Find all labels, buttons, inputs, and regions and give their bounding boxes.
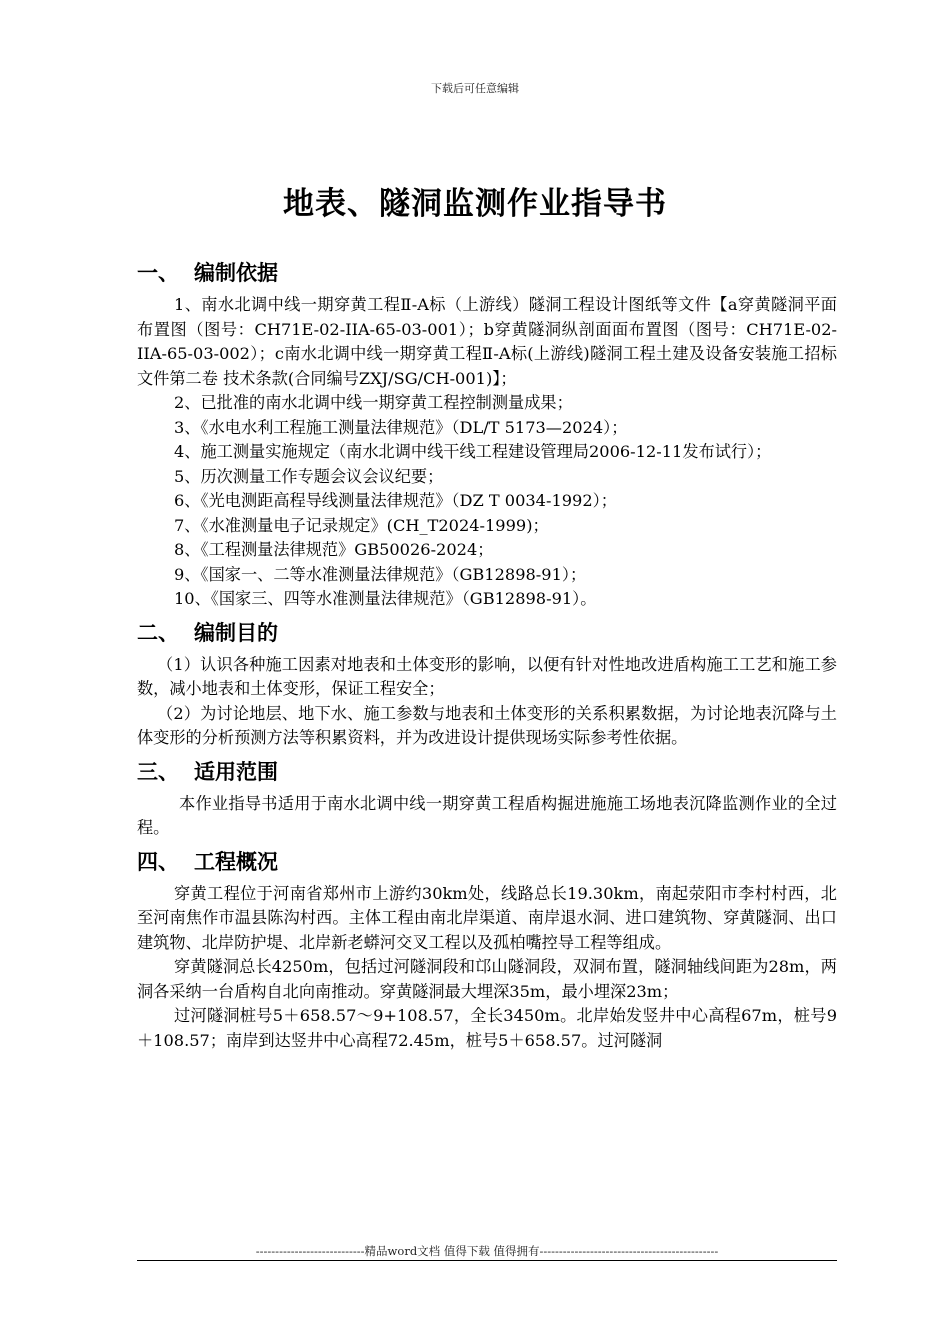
overview-paragraph-1: 穿黄工程位于河南省郑州市上游约30km处，线路总长19.30km，南起荥阳市李村村西，北至河南焦作市温县陈沟村西。主体工程由南北岸渠道、南岸退水洞、进口建筑物、穿黄隧洞、出口建筑物、北岸防护堤、北岸新老蟒河交叉工程以及孤柏嘴控导工程等组成。 [137, 883, 837, 952]
section-title: 编制目的 [194, 620, 278, 645]
document-body [137, 252, 837, 1053]
document-title: 地表、隧洞监测作业指导书 [283, 186, 667, 222]
basis-item-7: 7、《水准测量电子记录规定》(CH_T2024-1999)； [174, 515, 549, 535]
basis-item-6: 6、《光电测距高程导线测量法律规范》（DZ T 0034-1992）； [174, 491, 617, 510]
basis-item-8: 8、《工程测量法律规范》GB50026-2024； [174, 540, 494, 559]
basis-item-9: 9、《国家一、二等水准测量法律规范》（GB12898-91）； [174, 564, 587, 584]
footer-note: ----------------------------精品word文档 值得下载 值得拥有---------------------------------------------- [255, 1244, 719, 1258]
section-title: 适用范围 [194, 759, 278, 784]
section-heading-overview [137, 845, 837, 879]
overview-paragraph-3: 过河隧洞桩号5＋658.57～9+108.57，全长3450m。北岸始发竖井中心高程67m，桩号9＋108.57；南岸到达竖井中心高程72.45m，桩号5＋658.57。过河隧洞 [137, 1006, 837, 1050]
purpose-item-1: （1）认识各种施工因素对地表和土体变形的影响，以便有针对性地改进盾构施工工艺和施工参数，减小地表和土体变形，保证工程安全； [137, 654, 837, 698]
basis-item-2: 2、已批准的南水北调中线一期穿黄工程控制测量成果； [174, 393, 573, 412]
section-number: 一、 [137, 261, 179, 285]
header-note: 下载后可任意编辑 [431, 82, 519, 95]
section-title: 工程概况 [194, 849, 278, 874]
section-heading-scope [137, 755, 837, 789]
section-number: 二、 [137, 620, 179, 645]
section-heading-purpose [137, 616, 837, 650]
basis-item-10: 10、《国家三、四等水准测量法律规范》（GB12898-91）。 [174, 589, 597, 608]
section-number: 四、 [137, 849, 179, 874]
footer-divider [137, 1260, 837, 1261]
basis-item-1: 1、南水北调中线一期穿黄工程Ⅱ-A标（上游线）隧洞工程设计图纸等文件【a穿黄隧洞平面布置图（图号：CH71E-02-IIA-65-03-001）；b穿黄隧洞纵剖面面布置图（图号：CH71E-02-IIA-65-03-002）；c南水北调中线一期穿黄工程Ⅱ-A标(上游线)隧洞工程土建及设备安装施工招标文件第二卷 技术条款(合同编号ZXJ/SG/CH-001)】； [137, 295, 837, 388]
section-number: 三、 [137, 759, 179, 784]
section-title: 编制依据 [194, 261, 278, 285]
section-heading-basis [137, 256, 837, 290]
basis-item-3: 3、《水电水利工程施工测量法律规范》（DL/T 5173—2024）； [174, 417, 628, 437]
scope-paragraph: 本作业指导书适用于南水北调中线一期穿黄工程盾构掘进施施工场地表沉降监测作业的全过程。 [137, 793, 837, 837]
overview-paragraph-2: 穿黄隧洞总长4250m，包括过河隧洞段和邙山隧洞段，双洞布置，隧洞轴线间距为28m，两洞各采纳一台盾构自北向南推动。穿黄隧洞最大埋深35m，最小埋深23m； [137, 957, 837, 1001]
basis-item-5: 5、历次测量工作专题会议会议纪要； [174, 466, 444, 486]
basis-item-4: 4、施工测量实施规定（南水北调中线干线工程建设管理局2006-12-11发布试行）； [174, 442, 772, 461]
purpose-item-2: （2）为讨论地层、地下水、施工参数与地表和土体变形的关系积累数据，为讨论地表沉降与土体变形的分析预测方法等积累资料，并为改进设计提供现场实际参考性依据。 [137, 703, 837, 747]
